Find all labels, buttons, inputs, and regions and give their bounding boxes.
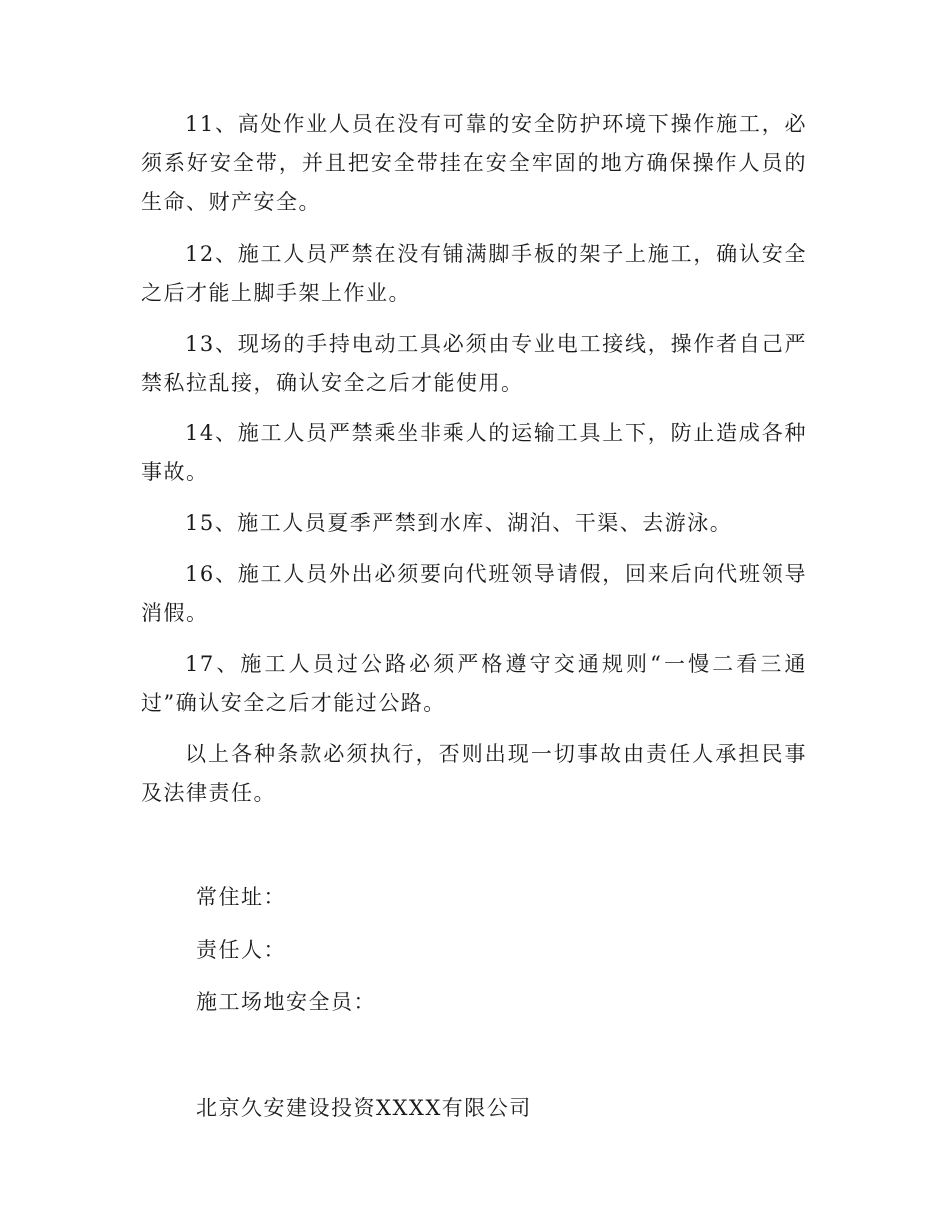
- clause-12: 12、施工人员严禁在没有铺满脚手板的架子上施工，确认安全之后才能上脚手架上作业。: [141, 242, 807, 305]
- clause-14: 14、施工人员严禁乘坐非乘人的运输工具上下，防止造成各种事故。: [141, 421, 807, 484]
- address-label: 常住址：: [196, 885, 286, 909]
- clause-17: 17、施工人员过公路必须严格遵守交通规则“一慢二看三通过”确认安全之后才能过公路。: [141, 652, 807, 715]
- company-name: 北京久安建设投资XXXX有限公司: [196, 1096, 532, 1120]
- responsible-person-label: 责任人：: [196, 938, 286, 962]
- clause-13: 13、现场的手持电动工具必须由专业电工接线，操作者自己严禁私拉乱接，确认安全之后才能使用。: [141, 332, 807, 395]
- safety-officer-label: 施工场地安全员：: [196, 990, 376, 1014]
- clause-11: 11、高处作业人员在没有可靠的安全防护环境下操作施工，必须系好安全带，并且把安全带挂在安全牢固的地方确保操作人员的生命、财产安全。: [141, 112, 807, 214]
- closing-statement: 以上各种条款必须执行，否则出现一切事故由责任人承担民事及法律责任。: [141, 742, 807, 805]
- clause-16: 16、施工人员外出必须要向代班领导请假，回来后向代班领导消假。: [141, 562, 807, 625]
- clause-15: 15、施工人员夏季严禁到水库、湖泊、干渠、去游泳。: [185, 511, 733, 535]
